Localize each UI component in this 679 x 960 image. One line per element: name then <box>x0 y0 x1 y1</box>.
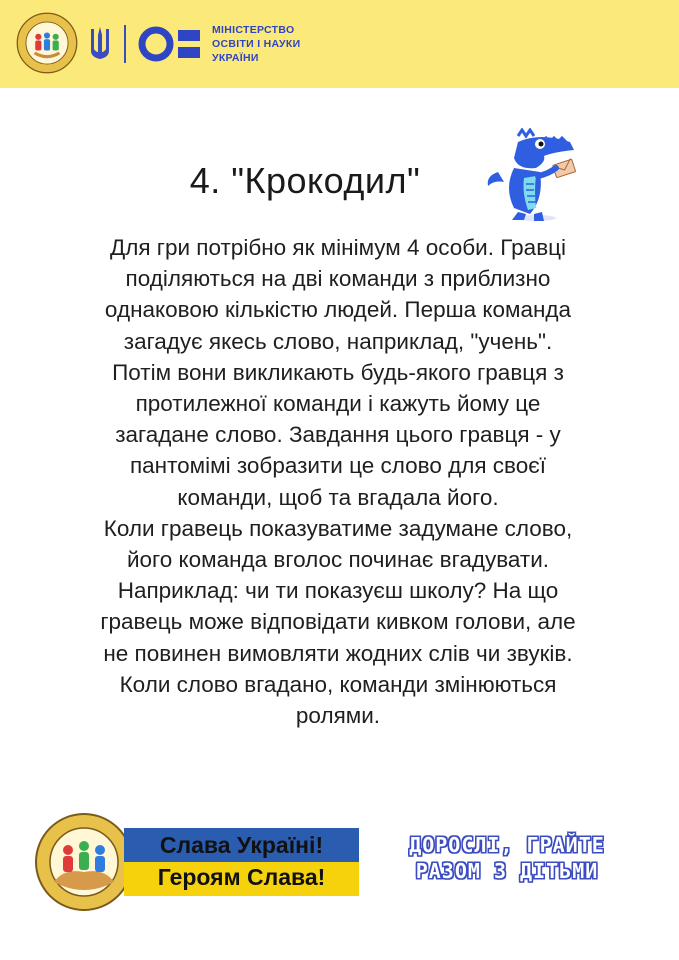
tagline-line: РАЗОМ З ДІТЬМИ <box>415 859 599 883</box>
ministry-logo-icon <box>138 24 204 64</box>
header-bar <box>0 0 679 88</box>
description-line: гравець може відповідати кивком голови, але <box>100 609 576 635</box>
game-description <box>58 232 618 731</box>
page-title: 4. "Крокодил" <box>189 160 421 201</box>
description-line: поділяються на дві команди з приблизно <box>125 266 551 292</box>
description-line: його команда вголос починає вгадувати. <box>126 547 550 573</box>
slogan-banner <box>124 828 359 896</box>
description-line: ролями. <box>295 703 381 729</box>
header-divider <box>124 25 126 63</box>
ministry-name <box>212 23 342 65</box>
description-line: команди, щоб та вгадала його. <box>177 484 499 510</box>
ukraine-trident-icon <box>89 25 111 61</box>
description-line: не повинен вимовляти жодних слів чи звуків. <box>103 640 573 666</box>
description-line: Потім вони викликають будь-якого гравця з <box>112 359 564 385</box>
description-line: однаковою кількістю людей. Перша команда <box>104 297 572 323</box>
description-line: пантомімі зобразити це слово для своєї <box>129 453 547 479</box>
organization-logo-icon <box>34 812 134 912</box>
organization-logo-icon <box>16 12 78 74</box>
description-line: протилежної команди і кажуть йому це <box>135 391 541 417</box>
description-line: загадане слово. Завдання цього гравця - у <box>115 422 561 448</box>
description-line: Наприклад: чи ти показуєш школу? На що <box>117 578 559 604</box>
ministry-name-line: УКРАЇНИ <box>212 52 259 64</box>
description-line: Коли гравець показуватиме задумане слово, <box>103 515 573 541</box>
description-line: Для гри потрібно як мінімум 4 особи. Гравці <box>109 235 567 260</box>
description-line: Коли слово вгадано, команди змінюються <box>119 671 557 697</box>
description-line: загадує якесь слово, наприклад, "учень". <box>123 328 553 354</box>
ministry-name-line: ОСВІТИ І НАУКИ <box>212 38 301 50</box>
slogan-line: Слава Україні! <box>159 832 324 858</box>
tagline-line: ДОРОСЛІ, ГРАЙТЕ <box>409 833 605 857</box>
slogan-line: Героям Слава! <box>157 864 326 890</box>
crocodile-with-letter-icon <box>484 128 590 224</box>
tagline <box>378 832 636 884</box>
ministry-name-line: МІНІСТЕРСТВО <box>212 24 295 36</box>
